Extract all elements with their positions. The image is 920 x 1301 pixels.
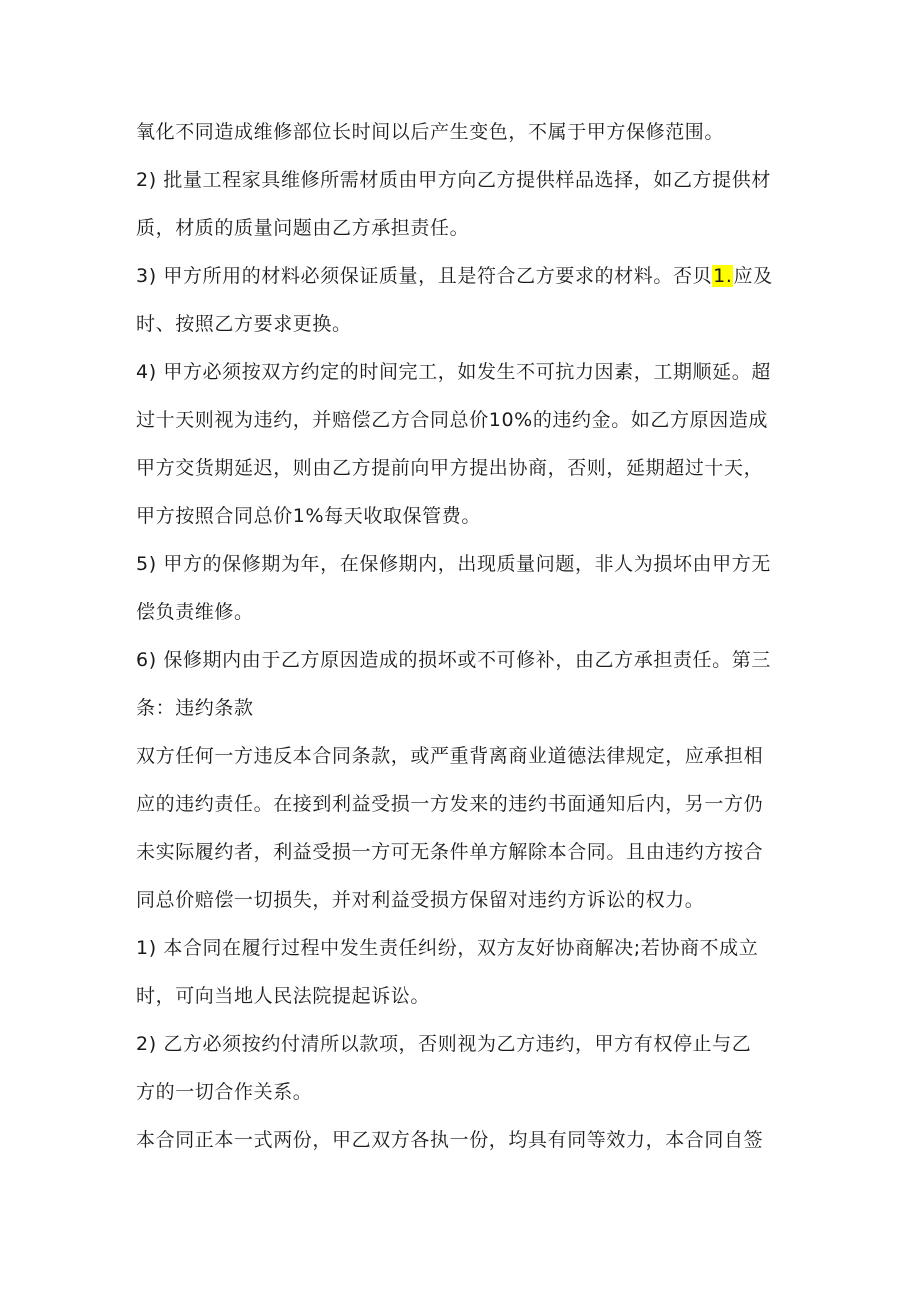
text-line: 时、按照乙方要求更换。 (136, 313, 352, 335)
text-line: 6) 保修期内由于乙方原因造成的损坏或不可修补，由乙方承担责任。第三 (136, 649, 771, 671)
text-line: 2) 乙方必须按约付清所以款项，否则视为乙方违约，甲方有权停止与乙 (136, 1033, 752, 1055)
text-line: 质，材质的质量问题由乙方承担责任。 (136, 217, 470, 239)
text-line: 偿负责维修。 (136, 601, 254, 623)
text-line: 方的一切合作关系。 (136, 1081, 313, 1103)
text-line: 甲方按照合同总价1%每天收取保管费。 (136, 505, 481, 527)
clause-2-materials (136, 156, 786, 252)
text-line: 4) 甲方必须按双方约定的时间完工，如发生不可抗力因素，工期顺延。超 (136, 361, 771, 383)
text-segment: 应及 (733, 265, 773, 287)
text-line: 过十天则视为违约，并赔偿乙方合同总价10%的违约金。如乙方原因造成 (136, 409, 769, 431)
text-line (136, 252, 786, 300)
text-line: 同总价赔偿一切损失，并对利益受损方保留对违约方诉讼的权力。 (136, 889, 705, 911)
document-body (136, 108, 786, 1164)
text-line: 时，可向当地人民法院提起诉讼。 (136, 985, 431, 1007)
text-line: 双方任何一方违反本合同条款，或严重背离商业道德法律规定，应承担相 (136, 745, 764, 767)
text-line: 条：违约条款 (136, 697, 254, 719)
breach-clause-2-payment (136, 1020, 786, 1116)
text-line: 未实际履约者，利益受损一方可无条件单方解除本合同。且由违约方按合 (136, 841, 764, 863)
clause-4-completion-time (136, 348, 786, 540)
paragraph-copies (136, 1116, 786, 1164)
text-line: 1) 本合同在履行过程中发生责任纠纷，双方友好协商解决;若协商不成立 (136, 937, 759, 959)
clause-5-warranty-period (136, 540, 786, 636)
breach-clause-1-disputes (136, 924, 786, 1020)
paragraph-warranty-exclusion (136, 108, 786, 156)
clause-3-material-quality (136, 252, 786, 348)
text-line: 甲方交货期延迟，则由乙方提前向甲方提出协商，否则，延期超过十天， (136, 457, 764, 479)
text-segment: 3) 甲方所用的材料必须保证质量，且是符合乙方要求的材料。否贝 (136, 265, 713, 287)
text-line: 应的违约责任。在接到利益受损一方发来的违约书面通知后内，另一方仍 (136, 793, 764, 815)
text-line: 氧化不同造成维修部位长时间以后产生变色，不属于甲方保修范围。 (136, 121, 725, 143)
text-line: 本合同正本一式两份，甲乙双方各执一份，均具有同等效力，本合同自签 (136, 1129, 764, 1151)
paragraph-breach-terms (136, 732, 786, 924)
highlighted-text: 1. (713, 265, 733, 287)
text-line: 5) 甲方的保修期为年，在保修期内，出现质量问题，非人为损坏由甲方无 (136, 553, 771, 575)
clause-6-damage-responsibility (136, 636, 786, 732)
text-line: 2) 批量工程家具维修所需材质由甲方向乙方提供样品选择，如乙方提供材 (136, 169, 771, 191)
